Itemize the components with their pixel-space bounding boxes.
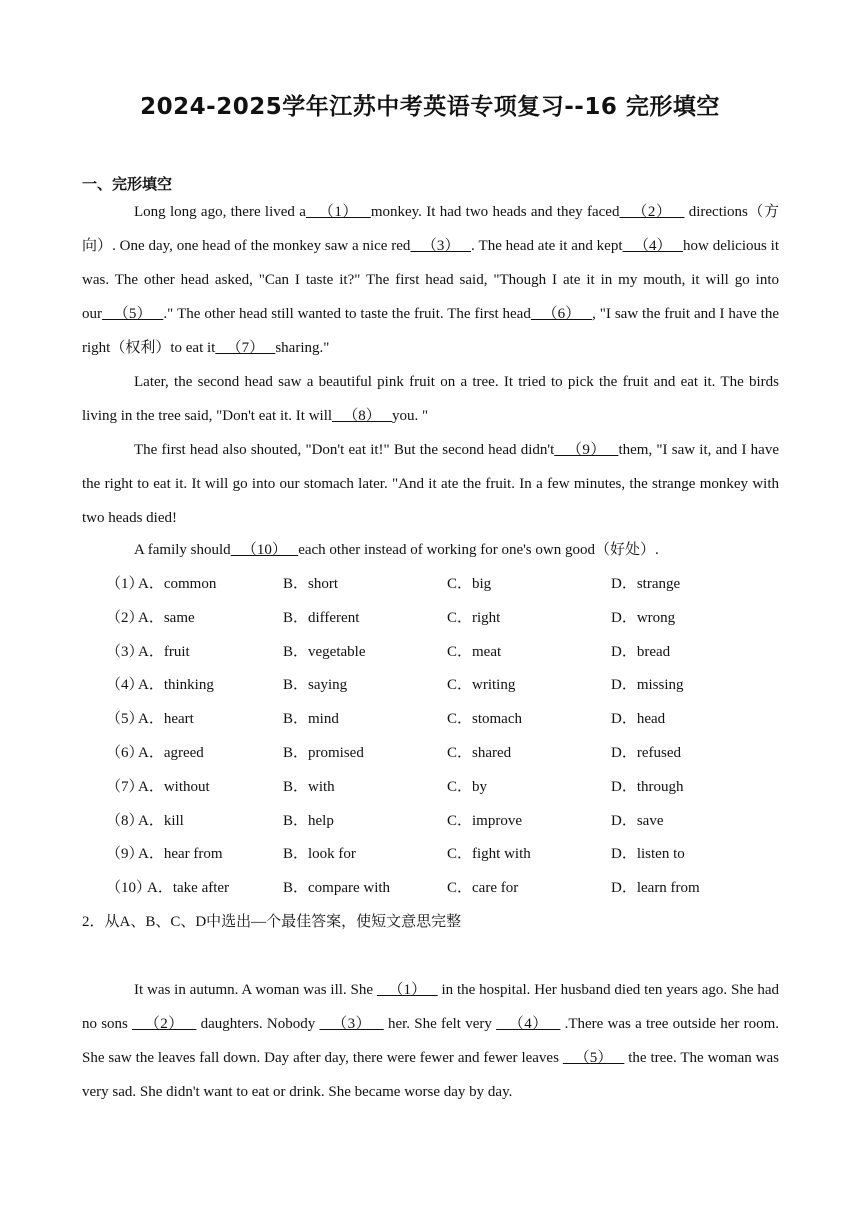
option-c[interactable]: C．improve (447, 812, 522, 829)
option-row (106, 702, 806, 736)
passage-text: It was in autumn. A woman was ill. She (134, 982, 377, 998)
option-b[interactable]: B．saying (283, 677, 348, 694)
page-title: 2024-2025学年江苏中考英语专项复习--16 完形填空 (140, 94, 720, 120)
passage-text: The first head also shouted, "Don't eat it!" But the second head didn't (134, 442, 555, 458)
option-d[interactable]: D．listen to (611, 846, 685, 863)
answer-blank[interactable]: （6） (530, 306, 593, 322)
option-row (106, 871, 806, 905)
passage1-paragraph (82, 365, 779, 433)
passage-text: directions（方向）. One day, one head of the monkey saw a nice red (82, 204, 779, 254)
passage-text: daughters. Nobody (196, 1016, 320, 1032)
option-a[interactable]: A．hear from (138, 846, 223, 863)
question-number: （10） (106, 880, 152, 897)
passage1-paragraph (82, 195, 779, 365)
answer-blank[interactable]: （5） (102, 306, 164, 322)
option-c[interactable]: C．writing (447, 677, 516, 694)
passage-text: A family should (134, 542, 231, 558)
option-c[interactable]: C．meat (447, 643, 502, 660)
answer-blank[interactable]: （4） (622, 238, 684, 254)
option-c[interactable]: C．shared (447, 745, 512, 761)
question-number: （9） (106, 846, 144, 863)
option-d[interactable]: D．save (611, 812, 664, 829)
option-b[interactable]: B．vegetable (283, 643, 366, 660)
option-row (106, 567, 806, 601)
answer-blank[interactable]: （1） (305, 204, 371, 220)
option-row (106, 770, 806, 804)
option-a[interactable]: A．agreed (138, 745, 204, 761)
section-heading-cloze: 一、完形填空 (82, 175, 173, 193)
question-number: （7） (106, 778, 144, 795)
question-number: （5） (106, 711, 144, 728)
option-a[interactable]: A．same (138, 609, 195, 626)
option-row (106, 635, 806, 669)
passage-text: .There was a tree outside her room. She saw the leaves fall down. Day after day, there were fewer and fewer leaves (82, 1016, 779, 1066)
option-a[interactable]: A．take after (147, 880, 230, 897)
passage1-paragraph (82, 533, 779, 567)
passage-text: monkey. It had two heads and they faced (370, 204, 620, 220)
answer-blank[interactable]: （3） (410, 238, 471, 254)
option-d[interactable]: D．learn from (611, 880, 700, 897)
option-c[interactable]: C．care for (447, 880, 519, 897)
answer-blank[interactable]: （4） (496, 1016, 561, 1032)
option-a[interactable]: A．without (138, 778, 210, 795)
passage-text: . The head ate it and kept (470, 238, 623, 254)
question-number: （3） (106, 643, 144, 660)
answer-blank[interactable]: （1） (376, 982, 438, 998)
option-b[interactable]: B．help (283, 812, 334, 829)
answer-blank[interactable]: （2） (132, 1016, 197, 1032)
option-b[interactable]: B．with (283, 778, 335, 795)
question-number: （2） (106, 609, 144, 626)
answer-blank[interactable]: （8） (332, 408, 393, 424)
passage-text: how delicious it was. The other head asked, "Can I taste it?" The first head said, "Though I ate it in my mouth, it will go into our (82, 238, 779, 322)
option-b[interactable]: B．different (283, 609, 360, 626)
answer-blank[interactable]: （9） (554, 442, 619, 458)
option-a[interactable]: A．kill (138, 812, 184, 829)
option-b[interactable]: B．short (283, 576, 339, 592)
passage-text: , "I saw the fruit and I have the right（权利）to eat it (82, 306, 779, 356)
passage-text: Long long ago, there lived a (134, 204, 306, 220)
option-a[interactable]: A．thinking (138, 677, 214, 694)
answer-blank[interactable]: （5） (562, 1050, 625, 1066)
passage-text: each other instead of working for one's own good（好处）. (298, 542, 659, 558)
passage-text: the tree. The woman was very sad. She didn't want to eat or drink. She became worse day by day. (82, 1050, 779, 1100)
option-row (106, 736, 806, 770)
option-c[interactable]: C．fight with (447, 846, 531, 863)
question-number: （6） (106, 745, 144, 761)
question-number: （8） (106, 812, 144, 829)
answer-blank[interactable]: （10） (230, 542, 299, 558)
passage-text: in the hospital. Her husband died ten years ago. She had no sons (82, 982, 779, 1032)
option-d[interactable]: D．head (611, 711, 666, 728)
option-a[interactable]: A．heart (138, 711, 194, 728)
passage-text: ." The other head still wanted to taste the fruit. The first head (163, 306, 531, 322)
option-b[interactable]: B．look for (283, 846, 356, 863)
answer-blank[interactable]: （2） (619, 204, 685, 220)
passage2-paragraph (82, 973, 779, 1109)
option-c[interactable]: C．by (447, 778, 488, 795)
passage-text: her. She felt very (383, 1016, 497, 1032)
option-b[interactable]: B．compare with (283, 880, 391, 897)
question2-heading: 2．从A、B、C、D中选出—个最佳答案，使短文意思完整 (82, 914, 462, 930)
question-number: （1） (106, 576, 144, 592)
passage-text: you. " (392, 408, 429, 424)
answer-blank[interactable]: （3） (319, 1016, 384, 1032)
passage-text: sharing." (275, 340, 330, 356)
option-d[interactable]: D．strange (611, 576, 681, 592)
option-b[interactable]: B．promised (283, 745, 364, 761)
option-row (106, 601, 806, 635)
option-d[interactable]: D．refused (611, 745, 681, 761)
option-a[interactable]: A．fruit (138, 643, 190, 660)
option-c[interactable]: C．big (447, 576, 492, 592)
option-row (106, 837, 806, 871)
option-row (106, 668, 806, 702)
option-d[interactable]: D．bread (611, 643, 671, 660)
passage-text: them, "I saw it, and I have the right to eat it. It will go into our stomach later. "And it ate the fruit. In a few minutes, the strange monkey with two heads died! (82, 442, 779, 526)
option-row (106, 804, 806, 838)
passage1-paragraph (82, 433, 779, 535)
option-d[interactable]: D．through (611, 778, 684, 795)
option-d[interactable]: D．wrong (611, 609, 676, 626)
question-number: （4） (106, 677, 144, 694)
option-c[interactable]: C．stomach (447, 711, 522, 728)
option-c[interactable]: C．right (447, 609, 501, 626)
answer-blank[interactable]: （7） (215, 340, 276, 356)
option-d[interactable]: D．missing (611, 677, 684, 694)
option-b[interactable]: B．mind (283, 711, 339, 728)
option-a[interactable]: A．common (138, 576, 217, 592)
passage-text: Later, the second head saw a beautiful pink fruit on a tree. It tried to pick the fruit and eat it. The birds living in the tree said, "Don't eat it. It will (82, 374, 779, 424)
